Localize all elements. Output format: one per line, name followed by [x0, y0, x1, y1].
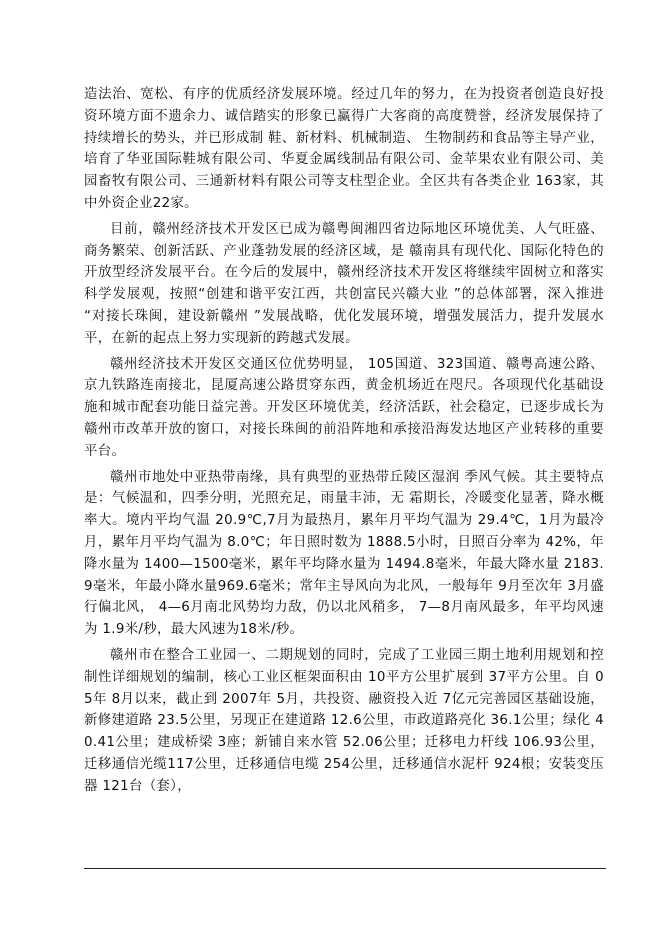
body-text	[84, 84, 604, 798]
paragraph-2: 目前，赣州经济技术开发区已成为赣粤闽湘四省边际地区环境优美、人气旺盛、商务繁荣、创新活跃、产业蓬勃发展的经济区域，是 赣南具有现代化、国际化特色的开放型经济发展平台。在今后的发展中，赣州经济技术开发区将继续牢固树立和落实科学发展观，按照“创建和谐平安江西，共创富民兴赣大业 ”的总体部署，深入推进 “对接长珠闽，建设新赣州 ”发展战略，优化发展环境，增强发展活力，提升发展水平，在新的起点上努力实现新的跨越式发展。	[84, 221, 604, 346]
paragraph-1: 造法治、宽松、有序的优质经济发展环境。经过几年的努力，在为投资者创造良好投资环境方面不遗余力、诚信踏实的形象已赢得广大客商的高度赞誉，经济发展保持了持续增长的势头，并已形成制 鞋、新材料、机械制造、 生物制药和食品等主导产业，培育了华亚国际鞋城有限公司、华夏金属线制品有限公司、金苹果农业有限公司、美园畜牧有限公司、三通新材料有限公司等支柱型企业。全区共有各类企业 163家，其中外资企业22家。	[84, 87, 604, 211]
paragraph-4: 赣州市地处中亚热带南缘，具有典型的亚热带丘陵区湿润 季风气候。其主要特点是：气候温和，四季分明，光照充足，雨量丰沛，无 霜期长，冷暖变化显著，降水概率大。境内平均气温 20.9℃,7月为最热月，累年月平均气温为 29.4℃，1月为最冷月，累年月平均气温为 8.0℃；年日照时数为 1888.5小时，日照百分率为 42%，年降水量为 1400—1500毫米，累年平均降水量为 1494.8毫米，年最大降水量 2183.9毫米，年最小降水量969.6毫米；常年主导风向为北风，一般每年 9月至次年 3月盛行偏北风， 4—6月南北风势均力敌，仍以北风稍多， 7—8月南风最多，年平均风速为 1.9米/秒，最大风速为18米/秒。	[84, 469, 604, 638]
footer-divider	[84, 868, 606, 869]
paragraph-5: 赣州市在整合工业园一、二期规划的同时，完成了工业园三期土地利用规划和控制性详细规划的编制，核心工业区框架面积由 10平方公里扩展到 37平方公里。自 05年 8月以来，截止到 2007年 5月，共投资、融资投入近 7亿元完善园区基础设施，新修建道路 23.5公里，另现正在建道路 12.6公里，市政道路亮化 36.1公里；绿化 40.41公里；建成桥梁 3座；新铺自来水管 52.06公里；迁移电力杆线 106.93公里，迁移通信光缆117公里，迁移通信电缆 254公里，迁移通信水泥杆 924根；安装变压器 121台（套），	[84, 647, 604, 794]
paragraph-3: 赣州经济技术开发区交通区位优势明显， 105国道、323国道、赣粤高速公路、京九铁路连南接北，昆厦高速公路贯穿东西，黄金机场近在咫尺。各项现代化基础设施和城市配套功能日益完善。开发区环境优美，经济活跃，社会稳定，已逐步成长为赣州市改革开放的窗口，对接长珠闽的前沿阵地和承接沿海发达地区产业转移的重要平台。	[84, 356, 604, 459]
